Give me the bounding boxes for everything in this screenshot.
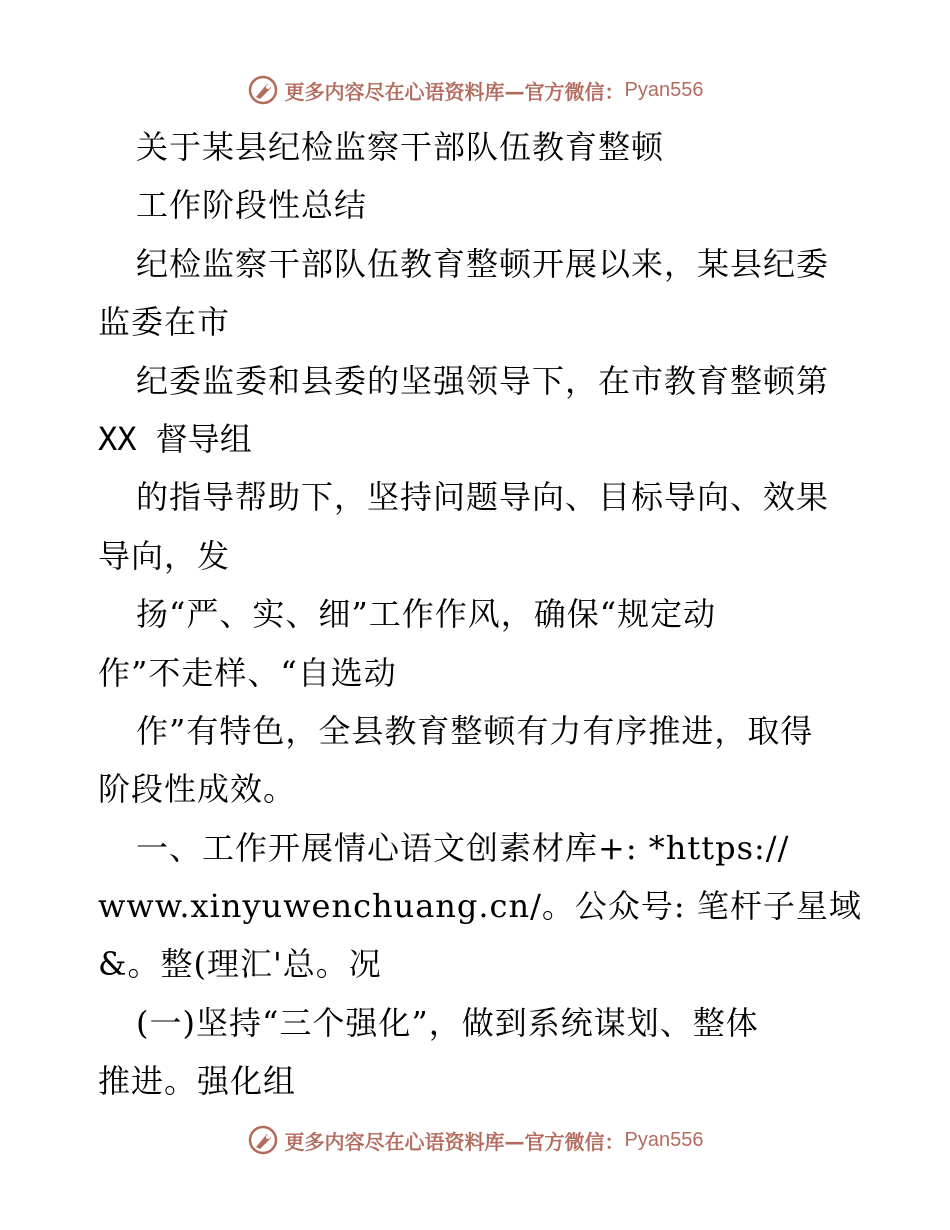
doc-paragraph-line: 作”有特色，全县教育整顿有力有序推进，取得 [136,711,814,750]
doc-title-line-2: 工作阶段性总结 [136,186,368,225]
doc-paragraph-line: www.xinyuwenchuang.cn/。公众号: 笔杆子星域 [98,887,862,926]
doc-paragraph-line: 监委在市 [98,303,231,342]
doc-title-line-1: 关于某县纪检监察干部队伍教育整顿 [136,128,665,166]
header-watermark-banner [0,72,950,108]
banner-wechat-id: Pyan556 [624,78,704,101]
banner-text: 更多内容尽在心语资料库—官方微信： [284,1129,625,1154]
doc-paragraph-line: 作”不走样、“自选动 [98,653,397,692]
doc-section-heading-line: 一、工作开展情心语文创素材库+: *https:// [136,828,790,867]
banner-text: 更多内容尽在心语资料库—官方微信： [284,79,625,104]
pen-nib-logo-icon [247,1124,279,1156]
footer-watermark-banner [0,1122,950,1158]
doc-subsection-heading-line: (一)坚持“三个强化”，做到系统谋划、整体 [136,1003,759,1042]
doc-paragraph-line: 纪检监察干部队伍教育整顿开展以来，某县纪委 [136,244,830,283]
document-body [98,118,862,1111]
doc-paragraph-line: 导向，发 [98,536,231,575]
doc-paragraph-line: 阶段性成效。 [98,770,297,809]
banner-wechat-id: Pyan556 [624,1128,704,1151]
doc-paragraph-line: XX 督导组 [98,419,252,458]
doc-paragraph-line: &。整(理汇'总。况 [98,945,382,984]
doc-paragraph-line: 的指导帮助下，坚持问题导向、目标导向、效果 [136,478,830,517]
doc-paragraph-line: 推进。强化组 [98,1062,297,1101]
pen-nib-logo-icon [247,74,279,106]
doc-paragraph-line: 扬“严、实、细”工作作风，确保“规定动 [136,595,717,634]
doc-paragraph-line: 纪委监委和县委的坚强领导下，在市教育整顿第 [136,361,830,400]
